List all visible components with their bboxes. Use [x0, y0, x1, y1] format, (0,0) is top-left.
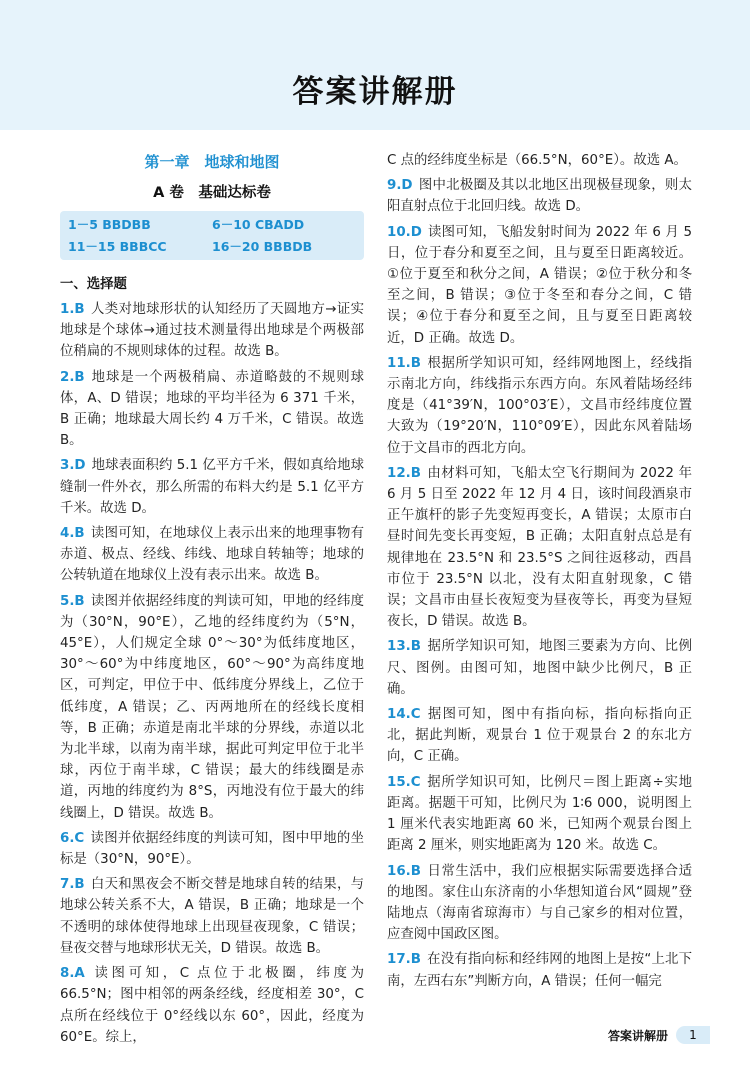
section-heading: 一、选择题 — [60, 277, 127, 292]
explanation-text: 根据所学知识可知，经纬网地图上，经线指示南北方向，纬线指示东西方向。东风着陆场经纬度是（41°39′N，100°03′E），文昌市经纬度位置大致为（19°20′N，110°09′E），因此东风着陆场位于文昌市的西北方向。 — [387, 355, 692, 456]
explanation-text: 地球是一个两极稍扁、赤道略鼓的不规则球体，A、D 错误；地球的平均半径为 6 371 千米，B 正确；地球最大周长约 4 万千米，C 错误。故选 B。 — [60, 369, 364, 449]
question-number: 9.D — [387, 178, 413, 194]
question-number: 5.B — [60, 593, 85, 609]
question-number: 17.B — [387, 952, 421, 968]
left-column — [60, 150, 364, 1048]
answer-item — [387, 175, 692, 217]
question-number: 12.B — [387, 465, 421, 481]
footer-label: 答案讲解册 — [607, 1028, 668, 1043]
answer-item — [387, 222, 692, 349]
question-number: 6.C — [60, 830, 85, 846]
question-number: 7.B — [60, 877, 85, 893]
answer-item — [60, 874, 364, 959]
right-column — [387, 150, 692, 992]
question-number: 1.B — [60, 302, 85, 317]
explanation-text: 日常生活中，我们应根据实际需要选择合适的地图。家住山东济南的小华想知道台风“圆规”登陆地点（海南省琼海市）与自己家乡的相对位置，应查阅中国政区图。 — [387, 863, 692, 943]
answer-item — [60, 963, 364, 1048]
question-number: 16.B — [387, 863, 421, 879]
question-number: 11.B — [387, 355, 421, 371]
answer-item — [387, 636, 692, 700]
explanation-text: 读图并依据经纬度的判读可知，甲地的经纬度为（30°N，90°E），乙地的经纬度约为（5°N，45°E），人们规定全球 0°～30°为低纬度地区，30°～60°为中纬度地区，60°～90°为高纬度地区，可判定，甲位于中、低纬度分界线上，乙位于低纬度，A 错误；乙、丙两地所在的经线长度相等，B 正确；赤道是南北半球的分界线，赤道以北为北半球，以南为南半球，据此可判定甲位于北半球，丙位于南半球，C 错误；最大的纬线圈是赤道，丙地的纬度约为 8°S，丙地没有位于最大的纬线圈上，D 错误。故选 B。 — [60, 593, 364, 821]
page-number: 1 — [676, 1026, 710, 1044]
question-number: 4.B — [60, 526, 85, 542]
explanation-text: 由材料可知，飞船太空飞行期间为 2022 年 6 月 5 日至 2022 年 12 月 4 日，该时间段酒泉市正午旗杆的影子先变短再变长，A 错误；太原市白昼时间先变长再变短，B 正确；太阳直射点总是有规律地在 23.5°N 和 23.5°S 之间往返移动，西昌市位于 23.5°N 以北，没有太阳直射现象，C 错误；文昌市由昼长夜短变为昼夜等长，再变为昼短夜长，D 错误。故选 B。 — [387, 465, 692, 630]
question-number: 3.D — [60, 458, 86, 474]
question-number: 10.D — [387, 224, 422, 240]
answer-item — [387, 704, 692, 768]
answer-item — [60, 591, 364, 824]
answer-item — [60, 455, 364, 519]
answer-item — [387, 949, 692, 991]
answer-key-box — [60, 211, 364, 260]
question-number: 8.A — [60, 966, 85, 982]
answer-item — [60, 367, 364, 452]
answer-item — [387, 772, 692, 857]
answer-item — [60, 828, 364, 870]
answer-key-entry: 16－20 BBBDB — [212, 239, 313, 254]
question-number: 14.C — [387, 707, 421, 723]
explanation-text: 白天和黑夜会不断交替是地球自转的结果，与地球公转关系不大，A 错误，B 正确；地球是一个不透明的球体使得地球上出现昼夜现象，C 错误；昼夜交替与地球形状无关，D 错误。故选 B。 — [60, 877, 364, 956]
explanation-text: 据所学知识可知，比例尺＝图上距离÷实地距离。据题干可知，比例尺为 1∶6 000，说明图上 1 厘米代表实地距离 60 米，已知两个观景台图上距离 2 厘米，则实地距离为 120 米。故选 C。 — [387, 774, 692, 854]
explanation-text: 地球表面积约 5.1 亿平方千米，假如真给地球缝制一件外衣，那么所需的布料大约是 5.1 亿平方千米。故选 D。 — [60, 458, 364, 516]
answer-item — [60, 523, 364, 587]
question-number: 15.C — [387, 774, 421, 790]
answer-item — [60, 299, 364, 363]
chapter-title: 第一章 地球和地图 — [144, 153, 280, 171]
answer-key-entry: 11－15 BBBCC — [68, 239, 167, 254]
question-number: 2.B — [60, 369, 85, 385]
page-title: 答案讲解册 — [292, 74, 458, 110]
explanation-text: 读图可知，飞船发射时间为 2022 年 6 月 5 日，位于春分和夏至之间，且与夏至日距离较近。①位于夏至和秋分之间，A 错误；②位于秋分和冬至之间，B 错误；③位于冬至和春分之间，C 错误；④位于春分和夏至之间，且与夏至日距离较近，D 正确。故选 D。 — [387, 224, 692, 346]
answer-item — [387, 353, 692, 459]
answer-item — [387, 861, 692, 946]
explanation-text: 图中北极圈及其以北地区出现极昼现象，则太阳直射点位于北回归线。故选 D。 — [387, 178, 692, 215]
explanation-text: 读图并依据经纬度的判读可知，图中甲地的坐标是（30°N，90°E）。 — [60, 830, 364, 868]
explanation-text: 读图可知，C 点位于北极圈，纬度为 66.5°N；图中相邻的两条经线，经度相差 30°，C 点所在经线位于 0°经线以东 60°，因此，经度为 60°E。综上， — [60, 966, 364, 1045]
explanation-text: 人类对地球形状的认知经历了天圆地方→证实地球是个球体→通过技术测量得出地球是个两极部位稍扁的不规则球体的过程。故选 B。 — [60, 302, 364, 360]
page-header — [0, 0, 750, 130]
page-footer — [608, 1026, 710, 1044]
continued-text: C 点的经纬度坐标是（66.5°N，60°E）。故选 A。 — [387, 153, 687, 168]
volume-title: A 卷 基础达标卷 — [153, 185, 271, 201]
explanation-text: 读图可知，在地球仪上表示出来的地理事物有赤道、极点、经线、纬线、地球自转轴等；地球的公转轨道在地球仪上没有表示出来。故选 B。 — [60, 526, 364, 584]
explanation-text: 在没有指向标和经纬网的地图上是按“上北下南，左西右东”判断方向，A 错误；任何一幅完 — [387, 952, 692, 989]
explanation-text: 据图可知，图中有指向标，指向标指向正北，据此判断，观景台 1 位于观景台 2 的东北方向，C 正确。 — [387, 707, 692, 765]
answer-key-entry: 1－5 BBDBB — [68, 217, 151, 232]
answer-key-entry: 6－10 CBADD — [212, 217, 305, 232]
explanation-text: 据所学知识可知，地图三要素为方向、比例尺、图例。由图可知，地图中缺少比例尺，B 正确。 — [387, 639, 692, 697]
answer-item — [387, 463, 692, 633]
question-number: 13.B — [387, 639, 421, 655]
